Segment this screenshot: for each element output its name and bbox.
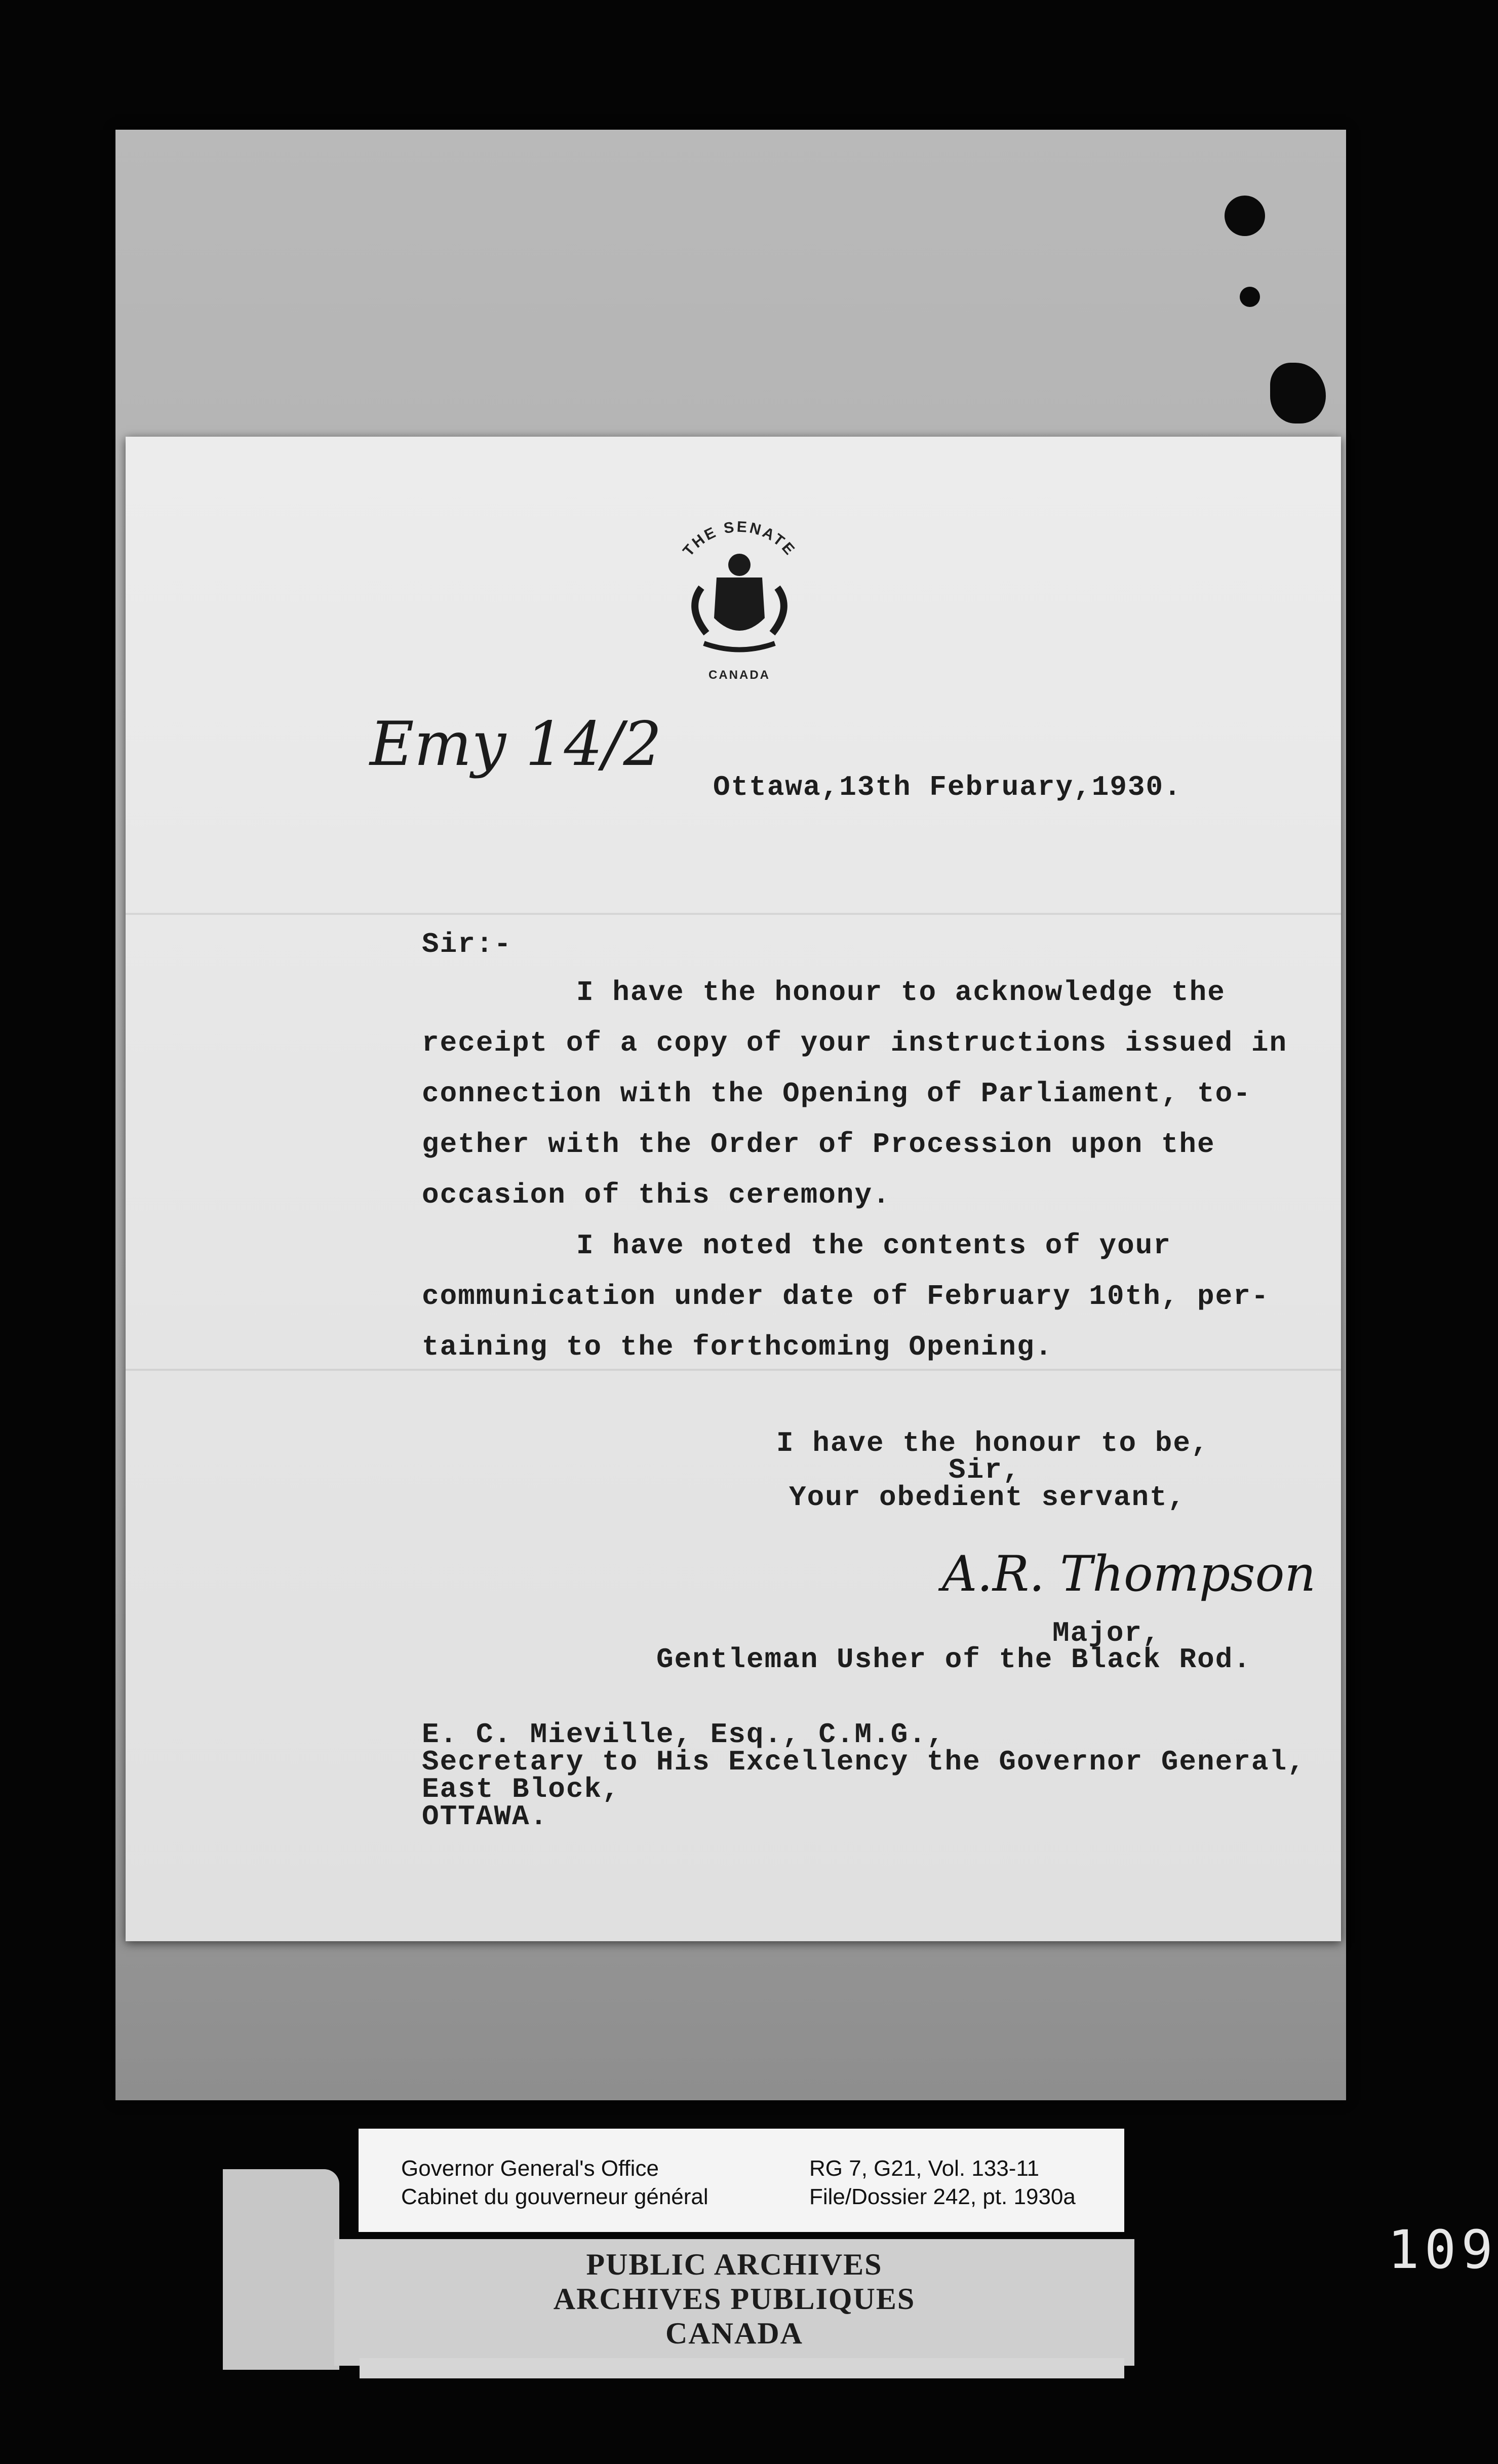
body-line: connection with the Opening of Parliament, to- — [422, 1077, 1251, 1110]
signer-rank: Major, — [1052, 1617, 1161, 1649]
crest-top-text: THE SENATE — [680, 518, 799, 560]
senate-crest-icon — [658, 517, 820, 689]
body-line: taining to the forthcoming Opening. — [422, 1331, 1053, 1363]
body-line: receipt of a copy of your instructions issued in — [422, 1027, 1288, 1059]
closing-line: Sir, — [949, 1454, 1021, 1486]
body-line: occasion of this ceremony. — [422, 1179, 891, 1211]
archive-tab — [223, 2169, 339, 2370]
handwritten-annotation — [365, 699, 662, 821]
stamp-line: CANADA — [665, 2317, 803, 2350]
body-line: communication under date of February 10th, per- — [422, 1280, 1270, 1313]
body-line: I have the honour to acknowledge the — [576, 976, 1226, 1009]
archive-label-card — [359, 2129, 1124, 2232]
addressee-line: OTTAWA. — [422, 1800, 548, 1833]
svg-text:THE SENATE — [680, 519, 799, 560]
stamp-line: PUBLIC ARCHIVES — [586, 2248, 883, 2281]
body-line: I have noted the contents of your — [576, 1229, 1171, 1262]
label-right-line: File/Dossier 242, pt. 1930a — [809, 2184, 1076, 2209]
closing-line: I have the honour to be, — [776, 1427, 1209, 1459]
bottom-strip — [360, 2358, 1124, 2378]
body-line: gether with the Order of Procession upon the — [422, 1128, 1215, 1161]
addressee-line: E. C. Mieville, Esq., C.M.G., — [422, 1718, 945, 1751]
punch-hole — [1270, 363, 1326, 423]
crest-bottom-text: CANADA — [708, 668, 770, 682]
fold-line — [126, 913, 1341, 915]
annotation-text: Emy 14/2 — [370, 709, 662, 780]
archive-stamp — [334, 2239, 1134, 2366]
salutation: Sir:- — [422, 928, 513, 960]
punch-hole — [1225, 196, 1265, 236]
punch-hole — [1240, 287, 1260, 307]
fold-line — [126, 1369, 1341, 1371]
frame-number: 109 — [1388, 2219, 1498, 2281]
stamp-line: ARCHIVES PUBLIQUES — [553, 2282, 916, 2316]
closing-line: Your obedient servant, — [789, 1481, 1186, 1514]
signer-title: Gentleman Usher of the Black Rod. — [656, 1643, 1251, 1676]
addressee-line: East Block, — [422, 1773, 620, 1805]
label-left-line: Cabinet du gouverneur général — [401, 2184, 708, 2209]
label-left-line: Governor General's Office — [401, 2156, 659, 2181]
signature-text: A.R. Thompson — [942, 1546, 1316, 1602]
signature — [937, 1530, 1316, 1616]
label-right-line: RG 7, G21, Vol. 133-11 — [809, 2156, 1040, 2181]
addressee-line: Secretary to His Excellency the Governor General, — [422, 1746, 1306, 1778]
date-line: Ottawa,13th February,1930. — [713, 771, 1182, 803]
